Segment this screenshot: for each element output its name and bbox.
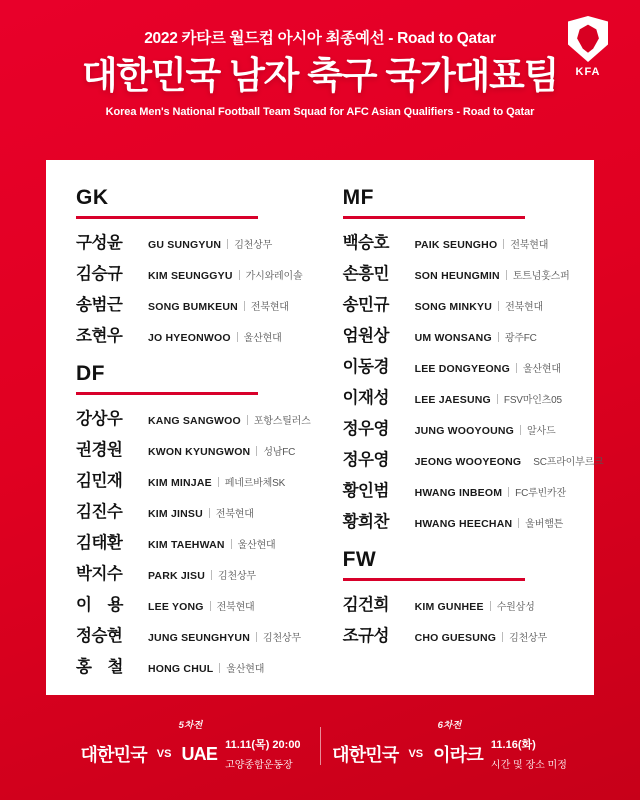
player-name-ko: 조현우 (76, 327, 123, 345)
player-team: 김천상무 (234, 240, 273, 251)
position-block-mf (342, 186, 604, 532)
match-row (327, 734, 573, 774)
divider (498, 332, 499, 342)
page-title: 대한민국 남자 축구 국가대표팀 (81, 55, 559, 96)
divider (231, 539, 232, 549)
player-name-en: PAIK SEUNGHO (414, 239, 498, 251)
list-item (76, 260, 311, 284)
player-name-en: LEE JAESUNG (414, 394, 491, 406)
player-name-en: KIM JINSU (148, 508, 203, 520)
player-name-en: LEE DONGYEONG (414, 363, 510, 375)
player-name-en: JUNG SEUNGHYUN (148, 632, 250, 644)
match-info (225, 734, 300, 774)
player-name-en: KIM SEUNGGYU (148, 270, 233, 282)
list-item (76, 291, 311, 315)
list-item (343, 384, 573, 408)
poster-header (0, 0, 640, 128)
player-name-en: HWANG HEECHAN (414, 518, 513, 530)
divider (209, 508, 210, 518)
player-name-en: KANG SANGWOO (148, 415, 241, 427)
player-name-ko: 손흥민 (342, 265, 389, 283)
position-block-df (76, 362, 311, 677)
player-name-en: SON HEUNGMIN (414, 270, 500, 282)
squad-column-right (329, 186, 604, 675)
divider (218, 477, 219, 487)
player-team: 광주FC (504, 333, 537, 344)
player-team: 김천상무 (262, 633, 301, 644)
divider (498, 301, 499, 311)
player-team: 가시와레이솔 (245, 271, 303, 282)
divider (247, 415, 248, 425)
list-item (343, 415, 573, 439)
player-team: 포항스틸러스 (253, 416, 311, 427)
player-team: 전북현대 (250, 302, 289, 313)
divider (520, 425, 521, 435)
match-venue: 고양종합운동장 (225, 760, 293, 771)
list-item (76, 405, 311, 429)
player-team: 성남FC (263, 447, 296, 458)
list-item (76, 653, 311, 677)
position-rule (343, 216, 525, 219)
player-name-ko: 조규성 (342, 627, 389, 645)
position-heading-df: DF (76, 362, 105, 385)
list-item (343, 353, 573, 377)
list-item (76, 467, 311, 491)
divider (239, 270, 240, 280)
player-name-en: LEE YONG (148, 601, 204, 613)
player-name-en: CHO GUESUNG (414, 632, 497, 644)
divider (497, 394, 498, 404)
divider (244, 301, 245, 311)
player-name-en: JEONG WOOYEONG (414, 456, 522, 468)
divider (211, 570, 212, 580)
match-home-team: 대한민국 (80, 745, 147, 765)
kfa-logo (560, 16, 616, 78)
divider (256, 446, 257, 456)
divider (503, 239, 504, 249)
player-name-ko: 홍 철 (76, 658, 123, 676)
player-name-en: KIM TAEHWAN (148, 539, 225, 551)
kfa-logo-text: KFA (575, 66, 601, 78)
player-name-ko: 김건희 (342, 596, 389, 614)
player-name-ko: 이 용 (76, 596, 123, 614)
match-date: 11.11(목) 20:00 (225, 739, 301, 751)
player-team: 전북현대 (216, 602, 255, 613)
player-team: 수원삼성 (496, 602, 535, 613)
player-name-ko: 김태환 (76, 534, 123, 552)
player-team: 울산현대 (243, 333, 282, 344)
player-team: 전북현대 (510, 240, 549, 251)
match-venue: 시간 및 장소 미정 (490, 760, 567, 771)
player-team: 울산현대 (237, 540, 276, 551)
match-round: 5차전 (178, 720, 203, 731)
divider (237, 332, 238, 342)
list-item (76, 436, 311, 460)
list-item (343, 622, 573, 646)
list-item (342, 446, 604, 470)
divider (227, 239, 228, 249)
divider (219, 663, 220, 673)
poster-english-subtitle: Korea Men's National Football Team Squad for AFC Asian Qualifiers - Road to Qatar (105, 105, 535, 118)
squad-card (46, 160, 604, 695)
position-heading-fw: FW (342, 548, 377, 571)
tiger-mark-icon (575, 24, 601, 54)
player-name-en: GU SUNGYUN (148, 239, 222, 251)
player-name-ko: 김승규 (76, 265, 123, 283)
position-rule (76, 216, 258, 219)
match-date: 11.16(화) (490, 739, 536, 751)
player-team: 알사드 (527, 426, 556, 437)
player-name-ko: 엄원상 (342, 327, 389, 345)
player-name-ko: 정승현 (76, 627, 123, 645)
divider (518, 518, 519, 528)
player-name-ko: 이동경 (342, 358, 389, 376)
player-team: 김천상무 (218, 571, 256, 582)
list-item (76, 229, 311, 253)
player-name-ko: 백승호 (342, 234, 389, 252)
list-item (76, 622, 311, 646)
list-item (343, 260, 573, 284)
list-item (76, 322, 311, 346)
player-team: 울버햄튼 (525, 519, 564, 530)
match-away-team: 이라크 (433, 745, 483, 765)
player-name-ko: 김진수 (76, 503, 123, 521)
player-name-ko: 송민규 (342, 296, 389, 314)
list-item (76, 498, 311, 522)
list-item (76, 591, 311, 615)
player-team: 토트넘홋스퍼 (512, 271, 570, 282)
position-block-fw (343, 548, 573, 646)
player-name-en: JO HYEONWOO (148, 332, 231, 344)
player-name-ko: 박지수 (76, 565, 123, 583)
player-name-en: UM WONSANG (414, 332, 492, 344)
player-team: FC루빈카잔 (515, 488, 566, 499)
player-name-en: PARK JISU (148, 570, 206, 582)
player-team: 울산현대 (226, 664, 265, 675)
list-item (343, 229, 573, 253)
match-home-team: 대한민국 (332, 745, 399, 765)
player-name-en: HWANG INBEOM (414, 487, 503, 499)
match-schedule (0, 717, 640, 774)
player-name-ko: 강상우 (76, 410, 123, 428)
position-rule (76, 392, 258, 395)
player-name-en: JUNG WOOYOUNG (414, 425, 515, 437)
divider (256, 632, 257, 642)
player-name-ko: 구성윤 (76, 234, 123, 252)
match-info (491, 734, 567, 774)
player-name-en: HONG CHUL (148, 663, 214, 675)
player-team: 김천상무 (509, 633, 547, 644)
player-name-ko: 황희찬 (342, 513, 389, 531)
player-team: 전북현대 (505, 302, 543, 313)
player-name-ko: 송범근 (76, 296, 123, 314)
player-name-ko: 권경원 (76, 441, 123, 459)
match-vs-label: VS (408, 748, 424, 760)
match-item-1 (62, 717, 320, 774)
player-name-ko: 정우영 (342, 420, 389, 438)
divider (502, 632, 503, 642)
list-item (343, 508, 573, 532)
match-item-2 (321, 717, 579, 774)
player-name-en: KWON KYUNGWON (148, 446, 251, 458)
player-name-ko: 이재성 (342, 389, 389, 407)
player-name-en: KIM MINJAE (148, 477, 212, 489)
position-block-gk (76, 186, 311, 346)
player-team: FSV마인츠05 (503, 395, 562, 406)
player-team: SC프라이부르크 (533, 457, 604, 468)
player-name-ko: 정우영 (342, 451, 389, 469)
position-heading-gk: GK (76, 186, 109, 209)
divider (490, 601, 491, 611)
match-vs-label: VS (156, 748, 172, 760)
player-team: 전북현대 (215, 509, 254, 520)
divider (210, 601, 211, 611)
player-name-ko: 김민재 (76, 472, 123, 490)
player-name-ko: 황인범 (342, 482, 389, 500)
list-item (343, 322, 573, 346)
match-row (68, 734, 314, 774)
player-team: 울산현대 (522, 364, 561, 375)
poster-subtitle: 2022 카타르 월드컵 아시아 최종예선 - Road to Qatar (144, 30, 496, 47)
list-item (76, 560, 311, 584)
list-item (76, 529, 311, 553)
list-item (343, 291, 573, 315)
list-item (343, 591, 573, 615)
list-item (343, 477, 573, 501)
divider (508, 487, 509, 497)
match-away-team: UAE (181, 743, 218, 764)
position-rule (343, 578, 525, 581)
player-team: 페네르바체SK (224, 478, 286, 489)
player-name-en: SONG MINKYU (414, 301, 493, 313)
player-name-en: KIM GUNHEE (414, 601, 484, 613)
position-heading-mf: MF (342, 186, 374, 209)
kfa-shield-tiger-icon (568, 16, 608, 62)
divider (506, 270, 507, 280)
match-round: 6차전 (437, 720, 462, 731)
player-name-en: SONG BUMKEUN (148, 301, 238, 313)
divider (516, 363, 517, 373)
squad-column-left (76, 186, 319, 675)
